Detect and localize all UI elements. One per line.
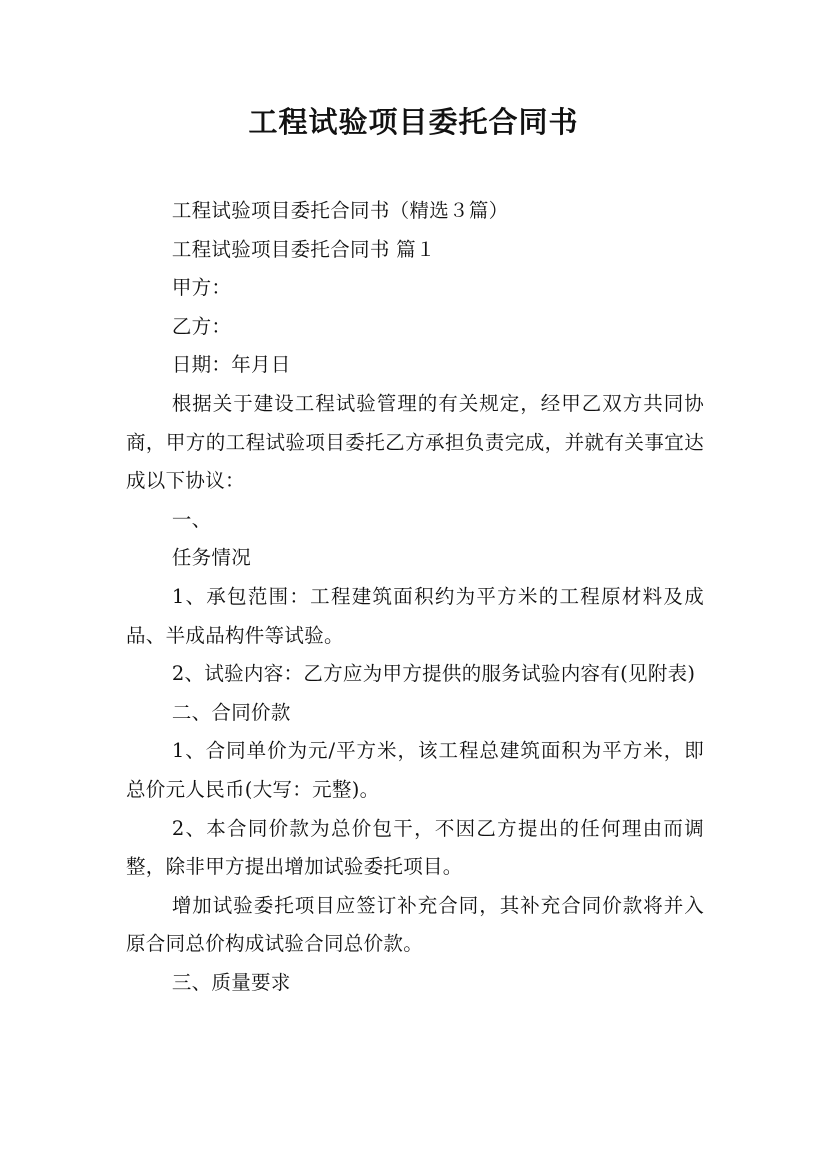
paragraph-scope: 1、承包范围：工程建筑面积约为平方米的工程原材料及成品、半成品构件等试验。 [126, 584, 704, 647]
paragraph-supplement: 增加试验委托项目应签订补充合同，其补充合同价款将并入原合同总价构成试验合同总价款。 [126, 893, 704, 956]
paragraph-preamble: 根据关于建设工程试验管理的有关规定，经甲乙双方共同协商，甲方的工程试验项目委托乙方承担负责完成，并就有关事宜达成以下协议： [126, 391, 704, 493]
paragraph-task-heading: 任务情况 [171, 546, 252, 570]
paragraph-date: 日期：年月日 [171, 353, 291, 377]
paragraph-unit-price: 1、合同单价为元/平方米，该工程总建筑面积为平方米，即总价元人民币(大写：元整)。 [126, 739, 704, 801]
paragraph-subtitle: 工程试验项目委托合同书（精选３篇） [171, 199, 509, 222]
paragraph-clause-one: 一、 [171, 507, 212, 531]
paragraph-test-content: 2、试验内容：乙方应为甲方提供的服务试验内容有(见附表) [171, 662, 696, 686]
document-body [126, 192, 704, 1002]
paragraph-price-heading: 二、合同价款 [171, 700, 291, 724]
paragraph-section-heading: 工程试验项目委托合同书 篇１ [171, 237, 436, 261]
paragraph-party-a: 甲方： [171, 276, 232, 300]
paragraph-party-b: 乙方： [171, 314, 232, 338]
document-title: 工程试验项目委托合同书 [248, 105, 579, 139]
paragraph-quality-heading: 三、质量要求 [171, 970, 291, 994]
paragraph-lump-sum: 2、本合同价款为总价包干，不因乙方提出的任何理由而调整，除非甲方提出增加试验委托项目。 [126, 816, 704, 879]
